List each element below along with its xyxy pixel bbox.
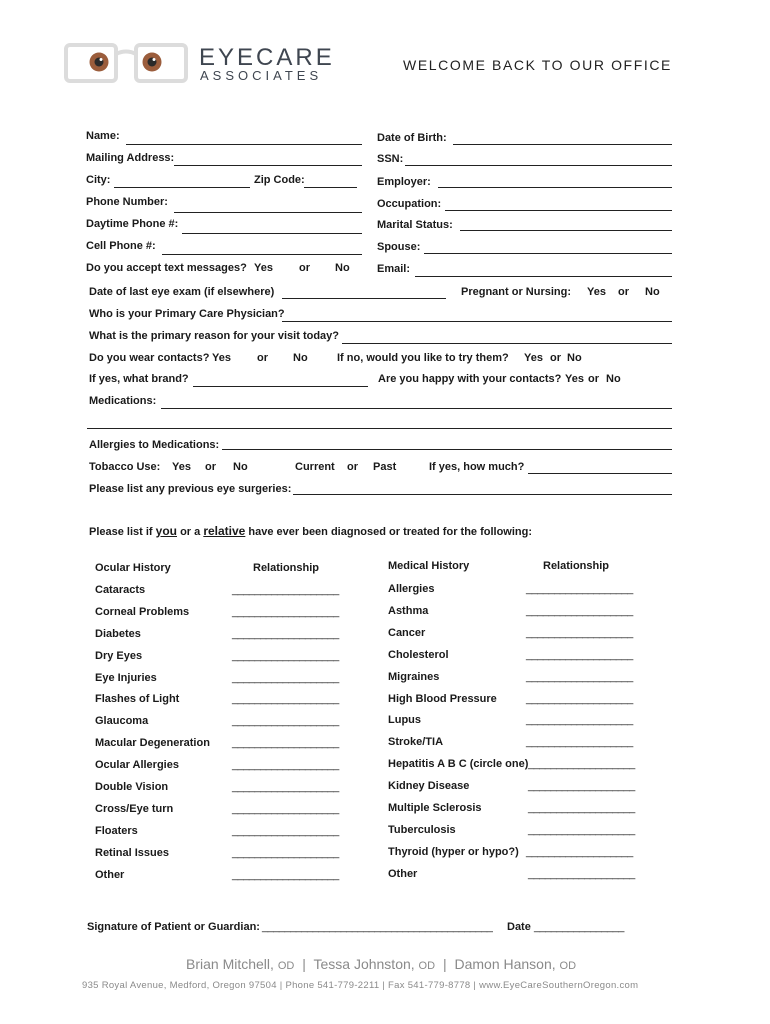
- medical-relationship-field[interactable]: ___________________: [528, 780, 635, 792]
- medical-history-item: Multiple Sclerosis: [388, 802, 482, 814]
- medical-relationship-field[interactable]: ___________________: [528, 758, 635, 770]
- medical-history-item: High Blood Pressure: [388, 693, 497, 705]
- mailing-address-field[interactable]: [174, 165, 362, 166]
- ocular-relationship-field[interactable]: ___________________: [232, 693, 339, 705]
- occupation-field[interactable]: [445, 210, 672, 211]
- city-field[interactable]: [114, 187, 250, 188]
- doctor-3-title: OD: [559, 960, 577, 972]
- pregnant-or: or: [618, 286, 629, 298]
- tobacco-use-label: Tobacco Use:: [89, 461, 161, 473]
- medical-history-item: Migraines: [388, 671, 440, 683]
- spouse-label: Spouse:: [377, 241, 421, 253]
- cell-phone-field[interactable]: [162, 254, 362, 255]
- medical-relationship-field[interactable]: ___________________: [528, 802, 635, 814]
- medical-relationship-field[interactable]: ___________________: [526, 605, 633, 617]
- zip-code-label: Zip Code:: [254, 174, 305, 186]
- medical-relationship-field[interactable]: ___________________: [526, 693, 633, 705]
- ocular-relationship-field[interactable]: ___________________: [232, 759, 339, 771]
- email-field[interactable]: [415, 276, 672, 277]
- ocular-relationship-field[interactable]: ___________________: [232, 737, 339, 749]
- ssn-label: SSN:: [377, 153, 404, 165]
- doctor-2-title: OD: [418, 960, 436, 972]
- contacts-question: Do you wear contacts?: [89, 352, 210, 364]
- visit-reason-field[interactable]: [342, 343, 672, 344]
- medications-field[interactable]: [161, 408, 672, 409]
- happy-contacts-question: Are you happy with your contacts?: [378, 373, 562, 385]
- eye-surgeries-label: Please list any previous eye surgeries:: [89, 483, 292, 495]
- try-contacts-or: or: [550, 352, 561, 364]
- doctor-2: Tessa Johnston,: [313, 956, 415, 972]
- ocular-relationship-field[interactable]: ___________________: [232, 715, 339, 727]
- phone-number-field[interactable]: [174, 212, 362, 213]
- office-address: 935 Royal Avenue, Medford, Oregon 97504 | Phone 541-779-2211 | Fax 541-779-8778 | www.EyeCareSouthernOregon.com: [82, 980, 639, 991]
- try-contacts-question: If no, would you like to try them?: [337, 352, 509, 364]
- name-field[interactable]: [126, 144, 362, 145]
- ocular-relationship-field[interactable]: ___________________: [232, 584, 339, 596]
- separator-1: |: [302, 956, 306, 972]
- last-eye-exam-label: Date of last eye exam (if elsewhere): [89, 286, 275, 298]
- ocular-history-header: Ocular History: [95, 562, 171, 574]
- employer-field[interactable]: [438, 187, 672, 188]
- brand-subtitle: ASSOCIATES: [200, 68, 323, 83]
- medications-field-line-2[interactable]: [87, 428, 672, 429]
- ocular-history-item: Cross/Eye turn: [95, 803, 174, 815]
- contact-brand-field[interactable]: [193, 386, 368, 387]
- ocular-relationship-field[interactable]: ___________________: [232, 825, 339, 837]
- ocular-history-item: Flashes of Light: [95, 693, 180, 705]
- ocular-history-item: Dry Eyes: [95, 650, 143, 662]
- cell-phone-label: Cell Phone #:: [86, 240, 156, 252]
- date-of-birth-label: Date of Birth:: [377, 132, 447, 144]
- ocular-relationship-field[interactable]: ___________________: [232, 672, 339, 684]
- marital-status-label: Marital Status:: [377, 219, 453, 231]
- text-messages-yes[interactable]: Yes: [254, 262, 273, 274]
- contact-brand-label: If yes, what brand?: [89, 373, 189, 385]
- medical-history-item: Cholesterol: [388, 649, 449, 661]
- signature-label: Signature of Patient or Guardian:: [87, 921, 260, 933]
- date-of-birth-field[interactable]: [453, 144, 672, 145]
- medical-relationship-field[interactable]: ___________________: [528, 868, 635, 880]
- date-label: Date: [507, 921, 531, 933]
- text-messages-question: Do you accept text messages?: [86, 262, 247, 274]
- ocular-relationship-field[interactable]: ___________________: [232, 650, 339, 662]
- tobacco-how-much-field[interactable]: [528, 473, 672, 474]
- phone-number-label: Phone Number:: [86, 196, 168, 208]
- happy-contacts-yes[interactable]: Yes: [565, 373, 584, 385]
- doctor-1: Brian Mitchell,: [186, 956, 274, 972]
- medical-relationship-header: Relationship: [543, 560, 610, 572]
- city-label: City:: [86, 174, 111, 186]
- text-messages-or: or: [299, 262, 310, 274]
- tobacco-or-1: or: [205, 461, 216, 473]
- ocular-history-item: Corneal Problems: [95, 606, 190, 618]
- happy-contacts-or: or: [588, 373, 599, 385]
- doctor-1-title: OD: [277, 960, 295, 972]
- history-intro-post: have ever been diagnosed or treated for the following:: [248, 526, 533, 538]
- medical-history-item: Cancer: [388, 627, 426, 639]
- signature-field[interactable]: _________________________________________: [262, 921, 493, 933]
- ocular-history-item: Cataracts: [95, 584, 146, 596]
- history-intro: [89, 524, 532, 538]
- tobacco-yes[interactable]: Yes: [172, 461, 191, 473]
- ocular-history-item: Double Vision: [95, 781, 169, 793]
- medications-label: Medications:: [89, 395, 157, 407]
- allergies-medications-field[interactable]: [222, 449, 672, 450]
- medical-history-item: Hepatitis A B C (circle one): [388, 758, 529, 770]
- name-label: Name:: [86, 130, 120, 142]
- medical-history-item: Tuberculosis: [388, 824, 456, 836]
- occupation-label: Occupation:: [377, 198, 442, 210]
- doctors-list: [186, 956, 576, 972]
- text-messages-no[interactable]: No: [335, 262, 350, 274]
- ocular-history-item: Ocular Allergies: [95, 759, 179, 771]
- medical-relationship-field[interactable]: ___________________: [526, 671, 633, 683]
- history-intro-relative: relative: [203, 524, 246, 538]
- zip-code-field[interactable]: [304, 187, 357, 188]
- ocular-relationship-header: Relationship: [253, 562, 320, 574]
- medical-relationship-field[interactable]: ___________________: [528, 824, 635, 836]
- tobacco-current[interactable]: Current: [295, 461, 335, 473]
- primary-care-field[interactable]: [282, 321, 672, 322]
- email-label: Email:: [377, 263, 411, 275]
- history-intro-pre: Please list if: [89, 526, 153, 538]
- medical-relationship-field[interactable]: ___________________: [526, 736, 633, 748]
- eye-surgeries-field[interactable]: [293, 494, 672, 495]
- medical-history-header: Medical History: [388, 560, 470, 572]
- medical-relationship-field[interactable]: ___________________: [526, 627, 633, 639]
- medical-history-item: Allergies: [388, 583, 435, 595]
- tobacco-or-2: or: [347, 461, 358, 473]
- ocular-history-item: Glaucoma: [95, 715, 149, 727]
- allergies-medications-label: Allergies to Medications:: [89, 439, 220, 451]
- contacts-or: or: [257, 352, 268, 364]
- tobacco-no[interactable]: No: [233, 461, 248, 473]
- pregnant-yes[interactable]: Yes: [587, 286, 606, 298]
- primary-care-label: Who is your Primary Care Physician?: [89, 308, 285, 320]
- medical-history-item: Other: [388, 868, 418, 880]
- spouse-field[interactable]: [424, 253, 672, 254]
- mailing-address-label: Mailing Address:: [86, 152, 175, 164]
- ocular-history-item: Retinal Issues: [95, 847, 169, 859]
- medical-relationship-field[interactable]: ___________________: [526, 846, 633, 858]
- ocular-relationship-field[interactable]: ___________________: [232, 628, 339, 640]
- history-intro-or: or a: [180, 526, 201, 538]
- visit-reason-label: What is the primary reason for your visit today?: [89, 330, 339, 342]
- tobacco-past[interactable]: Past: [373, 461, 397, 473]
- ocular-history-item: Macular Degeneration: [95, 737, 210, 749]
- daytime-phone-field[interactable]: [182, 233, 362, 234]
- medical-history-item: Kidney Disease: [388, 780, 470, 792]
- ocular-relationship-field[interactable]: ___________________: [232, 781, 339, 793]
- welcome-heading: WELCOME BACK TO OUR OFFICE: [403, 57, 672, 73]
- eyecare-logo-glasses: [64, 42, 188, 86]
- happy-contacts-no[interactable]: No: [606, 373, 621, 385]
- medical-history-item: Stroke/TIA: [388, 736, 444, 748]
- ocular-relationship-field[interactable]: ___________________: [232, 869, 339, 881]
- ocular-relationship-field[interactable]: ___________________: [232, 803, 339, 815]
- pregnant-nursing-label: Pregnant or Nursing:: [461, 286, 572, 298]
- contacts-yes[interactable]: Yes: [212, 352, 231, 364]
- brand-name: EYECARE: [199, 44, 335, 71]
- medical-history-item: Asthma: [388, 605, 429, 617]
- ocular-history-item: Eye Injuries: [95, 672, 157, 684]
- daytime-phone-label: Daytime Phone #:: [86, 218, 179, 230]
- medical-relationship-field[interactable]: ___________________: [526, 649, 633, 661]
- medical-relationship-field[interactable]: ___________________: [526, 714, 633, 726]
- ocular-relationship-field[interactable]: ___________________: [232, 606, 339, 618]
- pregnant-no[interactable]: No: [645, 286, 660, 298]
- separator-2: |: [442, 956, 447, 972]
- doctor-3: Damon Hanson,: [454, 956, 556, 972]
- marital-status-field[interactable]: [460, 230, 672, 231]
- medical-relationship-field[interactable]: ___________________: [526, 583, 633, 595]
- ocular-relationship-field[interactable]: ___________________: [232, 847, 339, 859]
- ssn-field[interactable]: [405, 165, 672, 166]
- ocular-history-item: Floaters: [95, 825, 138, 837]
- date-field[interactable]: ________________: [534, 921, 624, 933]
- ocular-history-item: Diabetes: [95, 628, 141, 640]
- contacts-no[interactable]: No: [293, 352, 308, 364]
- try-contacts-yes[interactable]: Yes: [524, 352, 543, 364]
- history-intro-you: you: [155, 524, 177, 538]
- last-eye-exam-field[interactable]: [282, 298, 446, 299]
- employer-label: Employer:: [377, 176, 431, 188]
- ocular-history-item: Other: [95, 869, 125, 881]
- tobacco-how-much-label: If yes, how much?: [429, 461, 525, 473]
- medical-history-item: Lupus: [388, 714, 421, 726]
- try-contacts-no[interactable]: No: [567, 352, 582, 364]
- medical-history-item: Thyroid (hyper or hypo?): [388, 846, 519, 858]
